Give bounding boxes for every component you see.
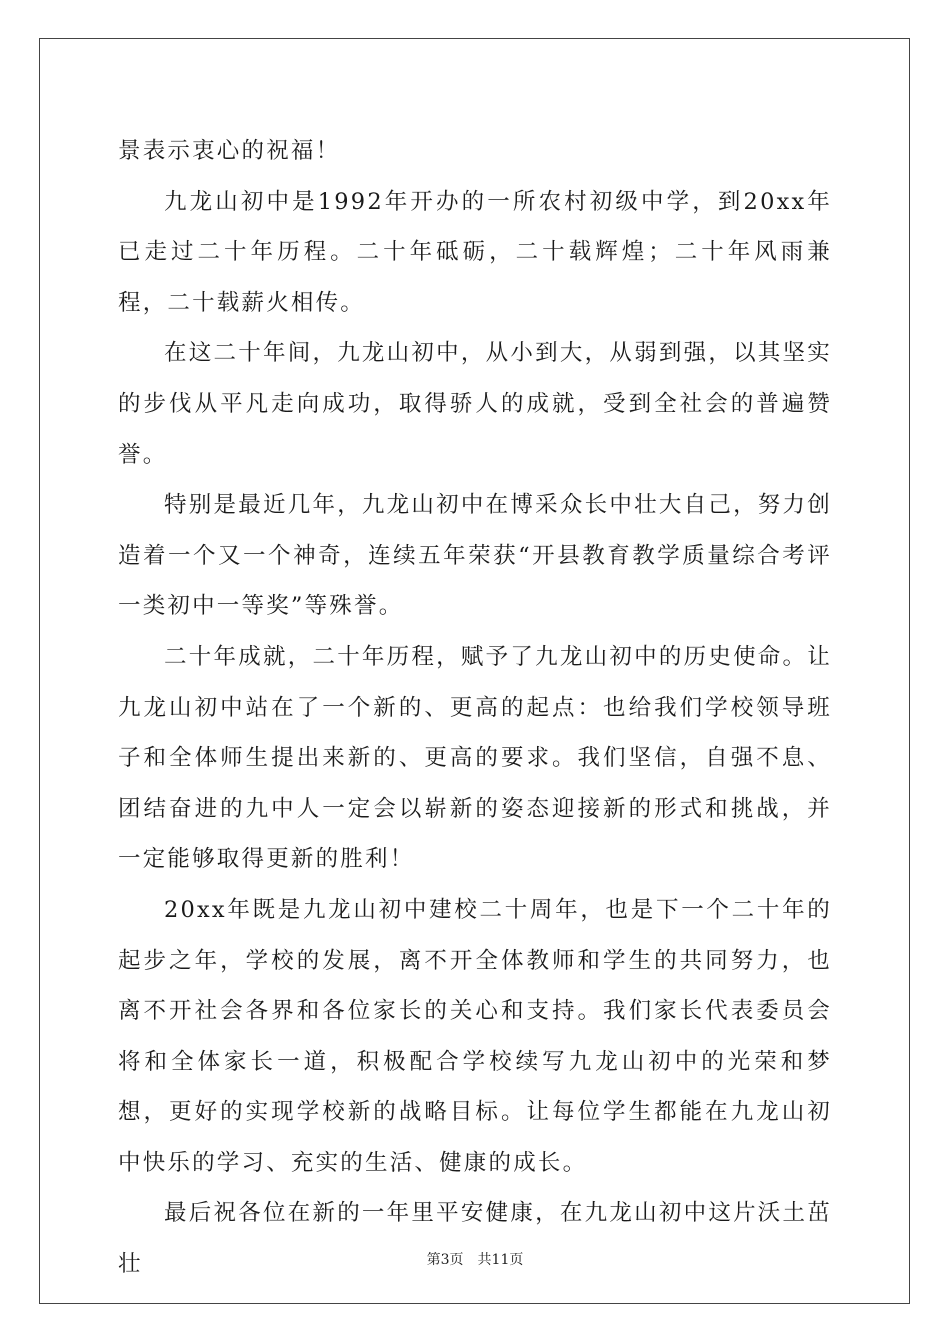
paragraph-1: 景表示衷心的祝福！ <box>118 138 341 164</box>
paragraph-7: 最后祝各位在新的一年里平安健康，在九龙山初中这片沃土茁壮 <box>118 1200 832 1278</box>
paragraph-2: 九龙山初中是1992年开办的一所农村初级中学，到20xx年已走过二十年历程。二十年砥砺，二十载辉煌；二十年风雨兼程，二十载薪火相传。 <box>118 188 832 316</box>
paragraph-3: 在这二十年间，九龙山初中，从小到大，从弱到强，以其坚实的步伐从平凡走向成功，取得骄人的成就，受到全社会的普遍赞誉。 <box>118 340 832 468</box>
paragraph-5: 二十年成就，二十年历程，赋予了九龙山初中的历史使命。让九龙山初中站在了一个新的、更高的起点：也给我们学校领导班子和全体师生提出来新的、更高的要求。我们坚信，自强不息、团结奋进的九中人一定会以崭新的姿态迎接新的形式和挑战，并一定能够取得更新的胜利！ <box>118 643 832 873</box>
page-number: 第3页 <box>426 1252 464 1268</box>
paragraph-6: 20xx年既是九龙山初中建校二十周年，也是下一个二十年的起步之年，学校的发展，离不开全体教师和学生的共同努力，也离不开社会各界和各位家长的关心和支持。我们家长代表委员会将和全体家长一道，积极配合学校续写九龙山初中的光荣和梦想，更好的实现学校新的战略目标。让每位学生都能在九龙山初中快乐的学习、充实的生活、健康的成长。 <box>118 896 832 1176</box>
total-pages: 共11页 <box>477 1252 524 1268</box>
paragraph-4: 特别是最近几年，九龙山初中在博采众长中壮大自己，努力创造着一个又一个神奇，连续五年荣获“开县教育教学质量综合考评一类初中一等奖”等殊誉。 <box>118 492 832 620</box>
page-footer <box>0 1249 950 1269</box>
document-body <box>118 126 832 1290</box>
